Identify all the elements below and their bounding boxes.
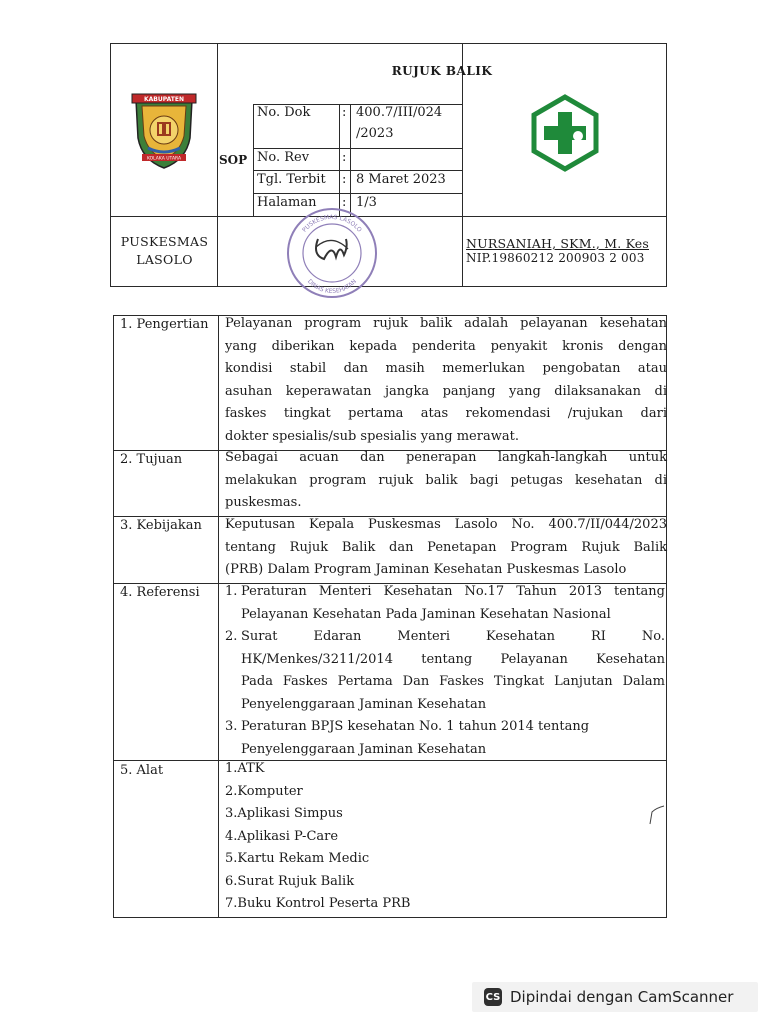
meta-value-halaman: 1/3 bbox=[356, 195, 377, 210]
puskesmas-line2: LASOLO bbox=[136, 252, 193, 267]
section-label-referensi: 4. Referensi bbox=[120, 585, 200, 600]
text-line: (PRB) Dalam Program Jaminan Kesehatan Puskesmas Lasolo bbox=[225, 562, 627, 577]
item-text: Buku Kontrol Peserta PRB bbox=[237, 896, 411, 911]
item-text: Komputer bbox=[237, 783, 303, 799]
text-line: dokter spesialis/sub spesialis yang merawat. bbox=[225, 428, 519, 444]
puskesmas-line1: PUSKESMAS bbox=[120, 234, 209, 249]
item-number: 3. bbox=[225, 806, 238, 821]
signature-scribble bbox=[316, 239, 347, 259]
text-line: Sebagai acuan dan penerapan langkah-langkah untuk bbox=[225, 450, 667, 465]
item-number: 6. bbox=[225, 873, 238, 889]
section-label-kebijakan: 3. Kebijakan bbox=[120, 518, 202, 533]
meta-label-no-rev: No. Rev bbox=[257, 150, 310, 165]
puskesmas-name bbox=[111, 233, 218, 269]
list-item-continuation: Penyelenggaraan Jaminan Kesehatan bbox=[241, 741, 487, 757]
item-number: 1. bbox=[225, 761, 238, 776]
watermark-text: Dipindai dengan CamScanner bbox=[510, 988, 734, 1006]
item-text: Peraturan Menteri Kesehatan No.17 Tahun 2013 tentang bbox=[241, 584, 665, 599]
signatory-name: NURSANIAH, SKM., M. Kes bbox=[466, 236, 650, 251]
text-line: faskes tingkat pertama atas rekomendasi /rujukan dari bbox=[225, 406, 667, 421]
list-item bbox=[225, 848, 665, 871]
list-item bbox=[225, 803, 665, 826]
meta-colon: : bbox=[342, 150, 347, 165]
official-stamp bbox=[282, 203, 382, 303]
list-item bbox=[225, 581, 665, 604]
document-title: RUJUK BALIK bbox=[391, 64, 493, 78]
svg-text:PUSKESMAS LASOLO: PUSKESMAS LASOLO bbox=[301, 213, 363, 234]
item-text: Surat Edaran Menteri Kesehatan RI No. bbox=[241, 629, 665, 644]
meta-value-no-dok: 400.7/III/024 bbox=[356, 105, 443, 120]
list-item-continuation: Pada Faskes Pertama Dan Faskes Tingkat Lanjutan Dalam bbox=[241, 674, 665, 689]
svg-text:DINAS KESEHATAN: DINAS KESEHATAN bbox=[305, 278, 359, 296]
meta-value-no-dok-year: /2023 bbox=[356, 126, 394, 141]
kabupaten-logo bbox=[128, 90, 200, 172]
list-item bbox=[225, 716, 665, 739]
svg-text:KABUPATEN: KABUPATEN bbox=[144, 96, 184, 103]
meta-value-tgl-terbit: 8 Maret 2023 bbox=[356, 172, 446, 187]
meta-label-tgl-terbit: Tgl. Terbit bbox=[257, 172, 326, 187]
section-label-pengertian: 1. Pengertian bbox=[120, 317, 209, 332]
item-text: Aplikasi P-Care bbox=[237, 828, 339, 844]
section-text-tujuan bbox=[225, 447, 667, 515]
section-label-tujuan: 2. Tujuan bbox=[120, 452, 183, 467]
section-text-pengertian bbox=[225, 313, 667, 448]
meta-label-no-dok: No. Dok bbox=[257, 105, 311, 120]
text-line: puskesmas. bbox=[225, 495, 302, 510]
list-item bbox=[225, 893, 665, 916]
text-line: Pelayanan program rujuk balik adalah pelayanan kesehatan bbox=[225, 316, 667, 331]
meta-colon: : bbox=[342, 105, 347, 120]
list-item bbox=[225, 626, 665, 649]
item-text: Peraturan BPJS kesehatan No. 1 tahun 2014 tentang bbox=[241, 719, 590, 734]
svg-text:KOLAKA UTARA: KOLAKA UTARA bbox=[146, 156, 182, 162]
list-item bbox=[225, 871, 665, 894]
text-line: asuhan keperawatan jangka panjang yang dilaksanakan di bbox=[225, 383, 667, 399]
item-text: Aplikasi Simpus bbox=[237, 806, 343, 821]
item-number: 2. bbox=[225, 629, 238, 644]
list-item bbox=[225, 758, 665, 781]
text-line: Keputusan Kepala Puskesmas Lasolo No. 400.7/II/044/2023 bbox=[225, 517, 667, 532]
meta-colon: : bbox=[342, 172, 347, 187]
item-text: Kartu Rekam Medic bbox=[237, 851, 370, 866]
item-text: Surat Rujuk Balik bbox=[237, 873, 355, 889]
referensi-list bbox=[225, 581, 665, 761]
text-line: kondisi stabil dan masih memerlukan pengobatan atau bbox=[225, 361, 667, 376]
list-item-continuation: Penyelenggaraan Jaminan Kesehatan bbox=[241, 696, 487, 712]
list-item-continuation: HK/Menkes/3211/2014 tentang Pelayanan Kesehatan bbox=[241, 651, 665, 667]
alat-list bbox=[225, 758, 665, 916]
meta-label-halaman: Halaman bbox=[257, 195, 317, 210]
health-cross-logo bbox=[530, 94, 600, 172]
list-item-continuation: Pelayanan Kesehatan Pada Jaminan Kesehatan Nasional bbox=[241, 606, 611, 622]
section-text-kebijakan bbox=[225, 514, 667, 582]
text-line: yang diberikan kepada penderita penyakit kronis dengan bbox=[225, 338, 667, 354]
item-number: 5. bbox=[225, 851, 238, 866]
signatory-nip: NIP.19860212 200903 2 003 bbox=[466, 251, 645, 265]
section-label-alat: 5. Alat bbox=[120, 763, 164, 778]
list-item bbox=[225, 781, 665, 804]
item-number: 7. bbox=[225, 896, 238, 911]
list-item bbox=[225, 826, 665, 849]
camscanner-watermark bbox=[472, 982, 758, 1012]
sop-label: SOP bbox=[219, 153, 248, 167]
text-line: tentang Rujuk Balik dan Penetapan Program Rujuk Balik bbox=[225, 539, 667, 555]
item-number: 1. bbox=[225, 584, 238, 599]
item-number: 4. bbox=[225, 828, 238, 844]
item-number: 3. bbox=[225, 719, 238, 734]
meta-colon: : bbox=[342, 195, 347, 210]
item-number: 2. bbox=[225, 783, 238, 799]
text-line: melakukan program rujuk balik bagi petugas kesehatan di bbox=[225, 472, 667, 488]
item-text: ATK bbox=[237, 761, 265, 776]
pen-mark bbox=[644, 770, 674, 830]
camscanner-logo-icon: CS bbox=[484, 988, 502, 1006]
